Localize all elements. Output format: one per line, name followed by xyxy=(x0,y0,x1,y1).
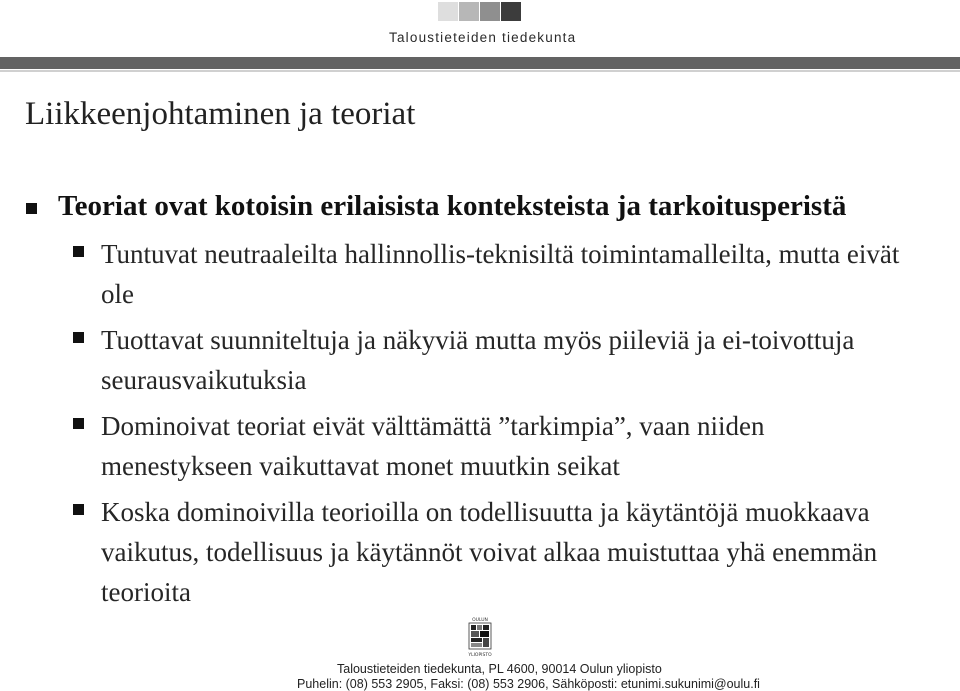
square-bullet-icon xyxy=(73,332,84,343)
footer-address: Taloustieteiden tiedekunta, PL 4600, 90014 Oulun yliopisto xyxy=(337,662,662,676)
header-bar xyxy=(0,57,960,69)
faculty-header: Taloustieteiden tiedekunta xyxy=(389,30,577,45)
footer-contact: Puhelin: (08) 553 2905, Faksi: (08) 553 2906, Sähköposti: etunimi.sukunimi@oulu.fi xyxy=(297,677,760,691)
university-logo xyxy=(465,617,495,659)
main-point: Teoriat ovat kotoisin erilaisista konteksteista ja tarkoitusperistä xyxy=(58,190,847,222)
header-divider xyxy=(0,70,960,72)
header-square-2 xyxy=(459,2,479,21)
header-square-3 xyxy=(480,2,500,21)
square-bullet-icon xyxy=(73,504,84,515)
square-bullet-icon xyxy=(26,203,37,214)
svg-text:YLIOPISTO: YLIOPISTO xyxy=(468,653,492,658)
sub-point-1: Tuntuvat neutraaleilta hallinnollis-teknisiltä toimintamalleilta, mutta eivät ole xyxy=(101,239,900,309)
sub-point-4: Koska dominoivilla teorioilla on todellisuutta ja käytäntöjä muokkaava vaikutus, todellisuus ja käytännöt voivat alkaa muistuttaa yhä enemmän teorioita xyxy=(101,497,878,607)
sub-point-3: Dominoivat teoriat eivät välttämättä ”tarkimpia”, vaan niiden menestykseen vaikuttavat monet muutkin seikat xyxy=(101,411,765,481)
slide-title: Liikkeenjohtaminen ja teoriat xyxy=(25,96,416,132)
square-bullet-icon xyxy=(73,418,84,429)
sub-point-2: Tuottavat suunniteltuja ja näkyviä mutta myös piileviä ja ei-toivottuja seurausvaikutuksia xyxy=(101,325,855,395)
svg-text:OULUN: OULUN xyxy=(472,618,488,623)
square-bullet-icon xyxy=(73,246,84,257)
header-square-4 xyxy=(501,2,521,21)
header-square-1 xyxy=(438,2,458,21)
